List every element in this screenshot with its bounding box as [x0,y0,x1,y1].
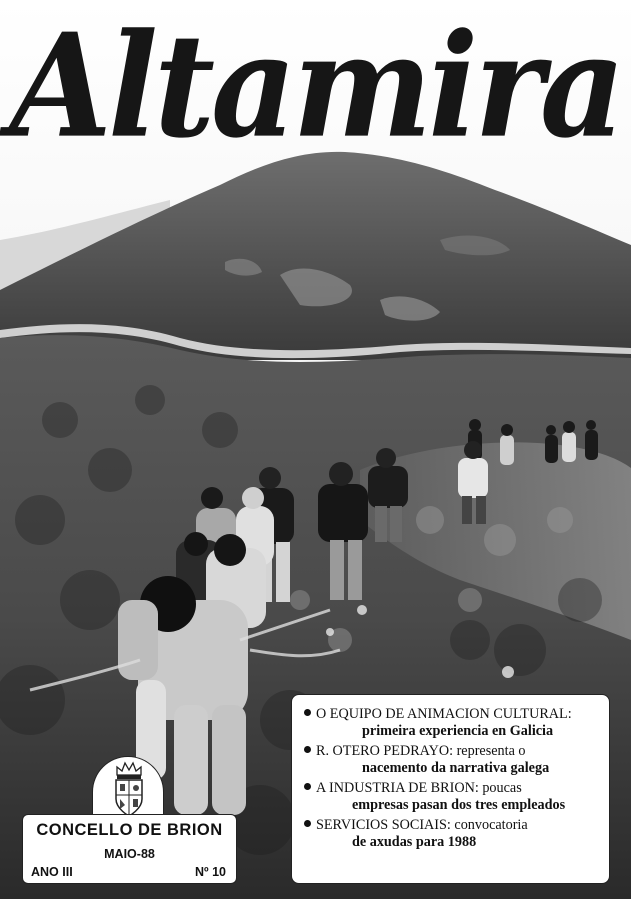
headline-sub: empresas pasan dos tres empleados [352,796,566,813]
headline-main: A INDUSTRIA DE BRION: poucas [316,780,522,796]
bullet-icon [304,746,311,753]
headline-item [304,780,601,813]
headline-item [304,706,601,739]
issue-year: ANO III [31,865,73,879]
headline-main: R. OTERO PEDRAYO: representa o [316,743,526,759]
headline-sub: nacemento da narrativa galega [362,759,550,776]
masthead [0,0,631,170]
issue-date: MAIO-88 [104,847,155,861]
issue-number: Nº 10 [195,865,226,879]
headline-main: O EQUIPO DE ANIMACION CULTURAL: [316,706,572,722]
crest-tab [92,756,164,822]
coat-of-arms-icon [111,761,147,819]
headline-item [304,743,601,776]
bullet-icon [304,709,311,716]
headline-sub: de axudas para 1988 [352,833,477,850]
headline-sub: primeira experiencia en Galicia [362,722,554,739]
headline-main: SERVICIOS SOCIAIS: convocatoria [316,817,528,833]
headline-item [304,817,601,850]
magazine-title: Altamira [9,2,622,171]
bullet-icon [304,783,311,790]
publisher-name: CONCELLO DE BRION [36,821,223,839]
publisher-box [22,814,237,884]
headlines-box [291,694,610,884]
bullet-icon [304,820,311,827]
